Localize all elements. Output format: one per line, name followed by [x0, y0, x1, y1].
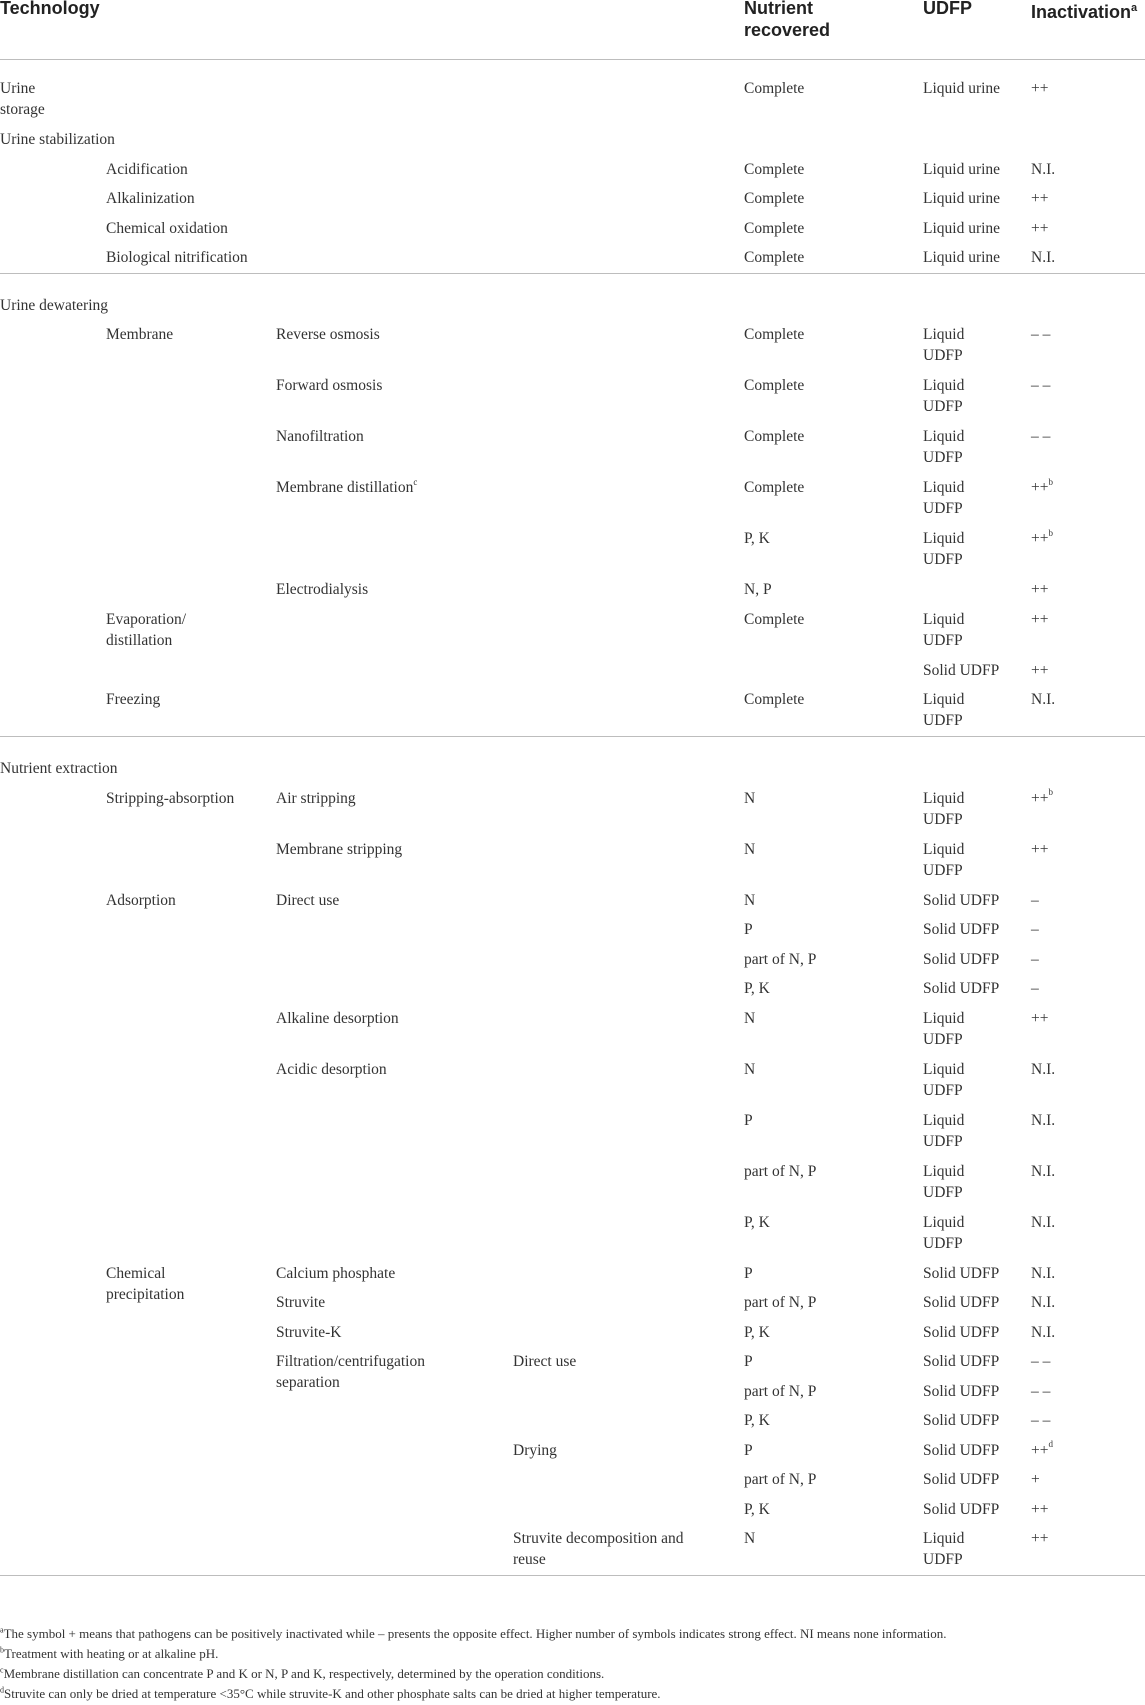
cell-c3-text: Direct use: [513, 1353, 577, 1370]
cell-udfp-text: Liquid UDFP: [923, 610, 965, 649]
cell-c0-text: Urine dewatering: [0, 296, 109, 314]
cell-c1-text: Acidification: [106, 160, 188, 178]
cell-inact: [1031, 477, 1053, 498]
cell-nr: [744, 919, 753, 940]
cell-inact: [1031, 1292, 1055, 1313]
header-rule: [0, 59, 1145, 60]
cell-nr-text: P: [744, 1264, 753, 1282]
cell-nr: [744, 1322, 770, 1343]
cell-inact-text: N.I.: [1031, 1323, 1056, 1341]
cell-inact-text: ++: [1031, 840, 1049, 858]
cell-udfp-text: Liquid urine: [923, 80, 1001, 97]
cell-udfp: [923, 660, 999, 681]
cell-inact-text: N.I.: [1031, 1264, 1056, 1282]
cell-c2-text: Membrane stripping: [276, 840, 403, 858]
cell-inact: [1031, 788, 1053, 809]
cell-nr: [744, 247, 804, 268]
cell-nr: [744, 1008, 755, 1029]
cell-nr: [744, 788, 755, 809]
cell-c1-text: Adsorption: [106, 891, 176, 909]
header-udfp: UDFP: [923, 0, 972, 18]
cell-udfp-text: Liquid UDFP: [923, 1111, 965, 1150]
cell-c1: [106, 788, 234, 809]
cell-c2: [276, 375, 382, 396]
footnote: [0, 1645, 218, 1662]
cell-udfp-text: Liquid urine: [923, 219, 1001, 237]
cell-inact-text: +: [1031, 1471, 1040, 1488]
cell-inact: [1031, 1381, 1050, 1402]
cell-inact-text: ++: [1031, 530, 1049, 547]
cell-c1-text: Chemical precipitation: [106, 1264, 185, 1303]
cell-udfp-text: Solid UDFP: [923, 1471, 1000, 1488]
cell-inact: [1031, 528, 1053, 549]
cell-nr-text: Complete: [744, 610, 805, 628]
cell-nr: [744, 1410, 770, 1431]
cell-nr-text: P, K: [744, 1323, 770, 1341]
cell-c2: [276, 1322, 341, 1343]
cell-nr: [744, 159, 804, 180]
cell-nr-text: P: [744, 921, 753, 938]
cell-nr: [744, 949, 816, 970]
cell-nr: [744, 890, 755, 911]
cell-udfp: [923, 1161, 964, 1203]
cell-inact: [1031, 78, 1048, 99]
cell-c2-text: Nanofiltration: [276, 428, 364, 445]
cell-udfp-text: Solid UDFP: [923, 950, 1000, 968]
cell-c2: [276, 477, 417, 498]
cell-udfp-text: Solid UDFP: [923, 891, 1000, 909]
cell-nr-text: P: [744, 1353, 753, 1370]
cell-inact: [1031, 1410, 1050, 1431]
cell-c2-text: Forward osmosis: [276, 377, 383, 394]
cell-c1: [106, 218, 228, 239]
cell-nr: [744, 1059, 755, 1080]
cell-nr-text: P, K: [744, 980, 770, 997]
cell-inact: [1031, 1008, 1048, 1029]
cell-inact-text: –: [1031, 921, 1039, 938]
cell-c2-text: Calcium phosphate: [276, 1264, 396, 1282]
cell-udfp: [923, 1410, 999, 1431]
cell-udfp: [923, 477, 964, 519]
cell-c1: [106, 247, 248, 268]
cell-c2-text: Air stripping: [276, 789, 356, 807]
cell-nr: [744, 477, 804, 498]
cell-c0: [0, 78, 45, 120]
cell-udfp-text: Solid UDFP: [923, 1323, 1000, 1341]
cell-udfp-text: Liquid UDFP: [923, 326, 965, 364]
section-rule: [0, 1575, 1145, 1576]
cell-inact-text: –: [1031, 980, 1039, 997]
cell-inact-text: ++: [1031, 1500, 1049, 1518]
cell-nr: [744, 1351, 753, 1372]
cell-udfp: [923, 159, 1000, 180]
cell-c2: [276, 1263, 395, 1284]
header-inactivation-label: Inactivation: [1031, 2, 1132, 22]
cell-udfp: [923, 426, 964, 468]
cell-nr-text: P: [744, 1111, 753, 1129]
cell-udfp: [923, 788, 964, 830]
footnote-marker: d: [1048, 1439, 1053, 1450]
cell-udfp: [923, 890, 999, 911]
cell-inact: [1031, 609, 1048, 630]
cell-udfp: [923, 528, 964, 570]
cell-udfp-text: Solid UDFP: [923, 980, 1000, 997]
cell-nr: [744, 218, 804, 239]
cell-c1-text: Alkalinization: [106, 190, 195, 207]
cell-inact: [1031, 1212, 1055, 1233]
cell-c2: [276, 426, 364, 447]
cell-inact: [1031, 1263, 1055, 1284]
cell-c2-text: Direct use: [276, 891, 340, 909]
cell-nr-text: Complete: [744, 80, 805, 97]
cell-udfp: [923, 609, 964, 651]
cell-c1: [106, 159, 188, 180]
cell-c2-text: Filtration/centrifugation separation: [276, 1353, 425, 1391]
cell-nr: [744, 1381, 816, 1402]
cell-udfp-text: Solid UDFP: [923, 1382, 1000, 1400]
cell-udfp-text: Liquid UDFP: [923, 1213, 965, 1252]
cell-udfp: [923, 1263, 999, 1284]
cell-c3-text: Struvite decomposition and reuse: [513, 1530, 684, 1568]
cell-c1: [106, 609, 186, 651]
cell-c1-text: Chemical oxidation: [106, 219, 228, 237]
cell-inact-text: ++: [1031, 190, 1049, 207]
cell-inact: [1031, 978, 1039, 999]
cell-c2-text: Struvite: [276, 1294, 326, 1311]
cell-nr-text: N: [744, 1530, 756, 1547]
header-technology: Technology: [0, 0, 100, 18]
cell-inact: [1031, 159, 1055, 180]
cell-nr-text: N: [744, 840, 756, 858]
cell-c3-text: Drying: [513, 1441, 557, 1459]
cell-nr: [744, 1528, 755, 1549]
cell-inact-text: ++: [1031, 1530, 1049, 1547]
cell-inact: [1031, 949, 1039, 970]
header-inactivation: [1031, 0, 1137, 23]
cell-c2: [276, 839, 402, 860]
cell-nr-text: P, K: [744, 530, 770, 547]
cell-inact: [1031, 188, 1048, 209]
cell-udfp: [923, 1110, 964, 1152]
cell-inact: [1031, 1440, 1053, 1461]
cell-nr: [744, 1469, 816, 1490]
footnote-marker: c: [0, 1665, 4, 1675]
footnote-text: The symbol + means that pathogens can be positively inactivated while – presents the opposite effect. Higher number of symbols indicates strong effect. NI means none information.: [3, 1626, 947, 1641]
cell-c2-text: Electrodialysis: [276, 581, 369, 598]
cell-nr-text: N, P: [744, 581, 772, 598]
cell-c0-text: Urine stabilization: [0, 131, 115, 148]
cell-udfp-text: Solid UDFP: [923, 1294, 1000, 1311]
cell-udfp: [923, 689, 964, 731]
cell-c2-text: Acidic desorption: [276, 1060, 387, 1078]
cell-c1-text: Membrane: [106, 326, 174, 343]
cell-nr: [744, 375, 804, 396]
cell-c1-text: Freezing: [106, 691, 161, 708]
cell-c2: [276, 324, 380, 345]
cell-udfp-text: Liquid urine: [923, 190, 1001, 207]
cell-c2: [276, 788, 356, 809]
cell-nr-text: P: [744, 1441, 753, 1459]
cell-c3: [513, 1351, 576, 1372]
footnote-marker: b: [0, 1645, 4, 1655]
cell-inact: [1031, 919, 1039, 940]
cell-udfp-text: Solid UDFP: [923, 1441, 1000, 1459]
cell-udfp-text: Liquid UDFP: [923, 840, 965, 879]
cell-udfp-text: Solid UDFP: [923, 921, 1000, 938]
cell-udfp: [923, 1351, 999, 1372]
cell-c2-text: Alkaline desorption: [276, 1009, 399, 1027]
cell-inact: [1031, 1161, 1055, 1182]
cell-nr-text: Complete: [744, 479, 805, 496]
cell-udfp: [923, 247, 1000, 268]
cell-nr: [744, 1499, 770, 1520]
cell-udfp: [923, 1499, 999, 1520]
cell-inact-text: N.I.: [1031, 160, 1056, 178]
cell-c2-text: Membrane distillation: [276, 479, 414, 496]
cell-inact-text: – –: [1031, 1382, 1051, 1400]
cell-inact-text: –: [1031, 891, 1039, 909]
cell-nr-text: Complete: [744, 160, 805, 178]
cell-inact: [1031, 1110, 1055, 1131]
cell-udfp-text: Solid UDFP: [923, 1353, 1000, 1370]
cell-inact: [1031, 218, 1048, 239]
cell-c1-text: Stripping-absorption: [106, 789, 235, 807]
section-rule: [0, 736, 1145, 737]
cell-nr: [744, 78, 804, 99]
cell-inact-text: N.I.: [1031, 1213, 1056, 1231]
cell-udfp-text: Liquid UDFP: [923, 479, 965, 517]
cell-nr-text: N: [744, 1009, 756, 1027]
cell-c2: [276, 1008, 399, 1029]
footnote-marker: b: [1048, 787, 1053, 798]
cell-c2-text: Reverse osmosis: [276, 326, 380, 343]
cell-inact: [1031, 324, 1050, 345]
footnote-marker: d: [0, 1685, 4, 1695]
cell-nr: [744, 1212, 770, 1233]
cell-nr-text: N: [744, 1060, 756, 1078]
cell-udfp-text: Liquid urine: [923, 160, 1001, 178]
cell-c2: [276, 1059, 387, 1080]
footnote: [0, 1665, 604, 1682]
cell-c1: [106, 1263, 184, 1305]
cell-inact: [1031, 1499, 1048, 1520]
cell-udfp-text: Liquid UDFP: [923, 1162, 965, 1201]
footnote-text: Membrane distillation can concentrate P and K or N, P and K, respectively, determined by the operation conditions.: [3, 1666, 605, 1681]
cell-udfp: [923, 1059, 964, 1101]
cell-nr-text: part of N, P: [744, 1382, 817, 1400]
cell-udfp: [923, 188, 1000, 209]
cell-inact-text: – –: [1031, 1412, 1051, 1429]
cell-c2: [276, 890, 339, 911]
cell-udfp-text: Solid UDFP: [923, 1264, 1000, 1282]
footnote-marker: b: [1048, 527, 1053, 538]
cell-inact: [1031, 839, 1048, 860]
cell-udfp: [923, 1440, 999, 1461]
cell-inact-text: ++: [1031, 1009, 1049, 1027]
cell-inact: [1031, 579, 1048, 600]
cell-udfp-text: Liquid UDFP: [923, 1530, 965, 1568]
cell-nr: [744, 1263, 753, 1284]
cell-nr: [744, 609, 804, 630]
cell-inact-text: ++: [1031, 1441, 1049, 1459]
footnote-text: Treatment with heating or at alkaline pH.: [4, 1646, 219, 1661]
cell-inact-text: ++: [1031, 581, 1049, 598]
cell-udfp-text: Solid UDFP: [923, 1500, 1000, 1518]
cell-inact-text: ++: [1031, 80, 1049, 97]
cell-nr-text: Complete: [744, 326, 805, 343]
cell-nr: [744, 978, 770, 999]
cell-nr-text: P, K: [744, 1213, 770, 1231]
cell-inact: [1031, 1528, 1048, 1549]
cell-udfp: [923, 839, 964, 881]
cell-c0: [0, 129, 115, 150]
cell-inact-text: ++: [1031, 789, 1049, 807]
cell-inact: [1031, 375, 1050, 396]
cell-udfp-text: Liquid UDFP: [923, 530, 965, 568]
cell-inact-text: N.I.: [1031, 1060, 1056, 1078]
footnote-marker: b: [1048, 476, 1053, 487]
cell-c3: [513, 1440, 557, 1461]
cell-c1: [106, 324, 173, 345]
cell-udfp: [923, 1322, 999, 1343]
cell-inact-text: – –: [1031, 1353, 1051, 1370]
cell-c1: [106, 890, 176, 911]
cell-udfp: [923, 1469, 999, 1490]
cell-nr-text: Complete: [744, 377, 805, 394]
cell-udfp: [923, 949, 999, 970]
cell-c3: [513, 1528, 683, 1570]
cell-nr-text: N: [744, 789, 756, 807]
cell-inact-text: N.I.: [1031, 691, 1056, 708]
cell-nr-text: N: [744, 891, 756, 909]
cell-nr: [744, 426, 804, 447]
footnote: [0, 1685, 661, 1702]
cell-nr: [744, 689, 804, 710]
cell-c0: [0, 295, 108, 316]
cell-udfp: [923, 78, 1000, 99]
cell-udfp-text: Solid UDFP: [923, 1412, 1000, 1429]
cell-udfp-text: Solid UDFP: [923, 661, 1000, 679]
cell-nr: [744, 528, 770, 549]
cell-nr-text: Complete: [744, 249, 805, 266]
cell-nr-text: part of N, P: [744, 1294, 817, 1311]
section-rule: [0, 273, 1145, 274]
cell-inact: [1031, 1469, 1040, 1490]
cell-inact-text: ++: [1031, 661, 1049, 679]
cell-udfp: [923, 1292, 999, 1313]
footnote-marker: a: [0, 1625, 4, 1635]
cell-udfp-text: Liquid UDFP: [923, 691, 965, 729]
cell-nr: [744, 839, 755, 860]
cell-nr-text: part of N, P: [744, 1471, 817, 1488]
cell-udfp: [923, 978, 999, 999]
cell-nr-text: Complete: [744, 219, 805, 237]
cell-inact-text: ++: [1031, 479, 1049, 496]
cell-nr: [744, 1440, 753, 1461]
cell-c1: [106, 188, 195, 209]
cell-udfp: [923, 218, 1000, 239]
cell-inact-text: – –: [1031, 377, 1051, 394]
cell-inact-text: ++: [1031, 219, 1049, 237]
cell-nr-text: P, K: [744, 1500, 770, 1518]
cell-c1-text: Biological nitrification: [106, 249, 248, 266]
cell-udfp-text: Liquid UDFP: [923, 428, 965, 466]
cell-udfp: [923, 919, 999, 940]
cell-inact: [1031, 890, 1039, 911]
cell-nr-text: Complete: [744, 190, 805, 207]
cell-udfp-text: Liquid urine: [923, 249, 1001, 266]
cell-udfp: [923, 1212, 964, 1254]
cell-c2: [276, 1292, 325, 1313]
cell-inact-text: ++: [1031, 610, 1049, 628]
header-nutrient-recovered: Nutrient recovered: [744, 0, 831, 40]
cell-inact-text: N.I.: [1031, 249, 1056, 266]
cell-nr: [744, 579, 772, 600]
cell-nr-text: part of N, P: [744, 1162, 817, 1180]
cell-nr: [744, 1292, 816, 1313]
cell-c0-text: Urine storage: [0, 80, 45, 118]
cell-c1: [106, 689, 160, 710]
cell-udfp: [923, 375, 964, 417]
cell-inact: [1031, 247, 1055, 268]
cell-udfp: [923, 1528, 964, 1570]
cell-nr-text: P, K: [744, 1412, 770, 1429]
cell-udfp: [923, 324, 964, 366]
header-inactivation-footnote-marker: a: [1131, 2, 1138, 14]
cell-inact: [1031, 1059, 1055, 1080]
cell-inact-text: N.I.: [1031, 1111, 1056, 1129]
cell-udfp-text: Liquid UDFP: [923, 1009, 965, 1048]
cell-nr-text: Complete: [744, 428, 805, 445]
cell-inact: [1031, 1322, 1055, 1343]
cell-nr: [744, 188, 804, 209]
cell-nr: [744, 324, 804, 345]
cell-inact: [1031, 660, 1048, 681]
cell-c2-text: Struvite-K: [276, 1323, 342, 1341]
cell-udfp-text: Liquid UDFP: [923, 377, 965, 415]
cell-inact: [1031, 1351, 1050, 1372]
cell-c0: [0, 758, 118, 779]
cell-udfp: [923, 1008, 964, 1050]
cell-c0-text: Nutrient extraction: [0, 760, 118, 777]
cell-c2: [276, 1351, 425, 1393]
cell-udfp: [923, 1381, 999, 1402]
cell-inact-text: – –: [1031, 428, 1051, 445]
cell-nr-text: Complete: [744, 691, 805, 708]
footnote-marker: c: [413, 476, 418, 487]
footnote-text: Struvite can only be dried at temperature <35°C while struvite-K and other phosphate salts can be dried at higher temperature.: [4, 1686, 661, 1701]
cell-nr: [744, 1161, 816, 1182]
cell-inact-text: –: [1031, 950, 1039, 968]
footnote: [0, 1625, 947, 1642]
cell-inact: [1031, 689, 1055, 710]
cell-inact: [1031, 426, 1050, 447]
cell-nr: [744, 1110, 753, 1131]
cell-udfp-text: Liquid UDFP: [923, 789, 965, 828]
cell-inact-text: – –: [1031, 326, 1051, 343]
cell-inact-text: N.I.: [1031, 1162, 1056, 1180]
cell-inact-text: N.I.: [1031, 1294, 1056, 1311]
cell-nr-text: part of N, P: [744, 950, 817, 968]
cell-udfp-text: Liquid UDFP: [923, 1060, 965, 1099]
cell-c1-text: Evaporation/ distillation: [106, 610, 187, 649]
cell-c2: [276, 579, 368, 600]
